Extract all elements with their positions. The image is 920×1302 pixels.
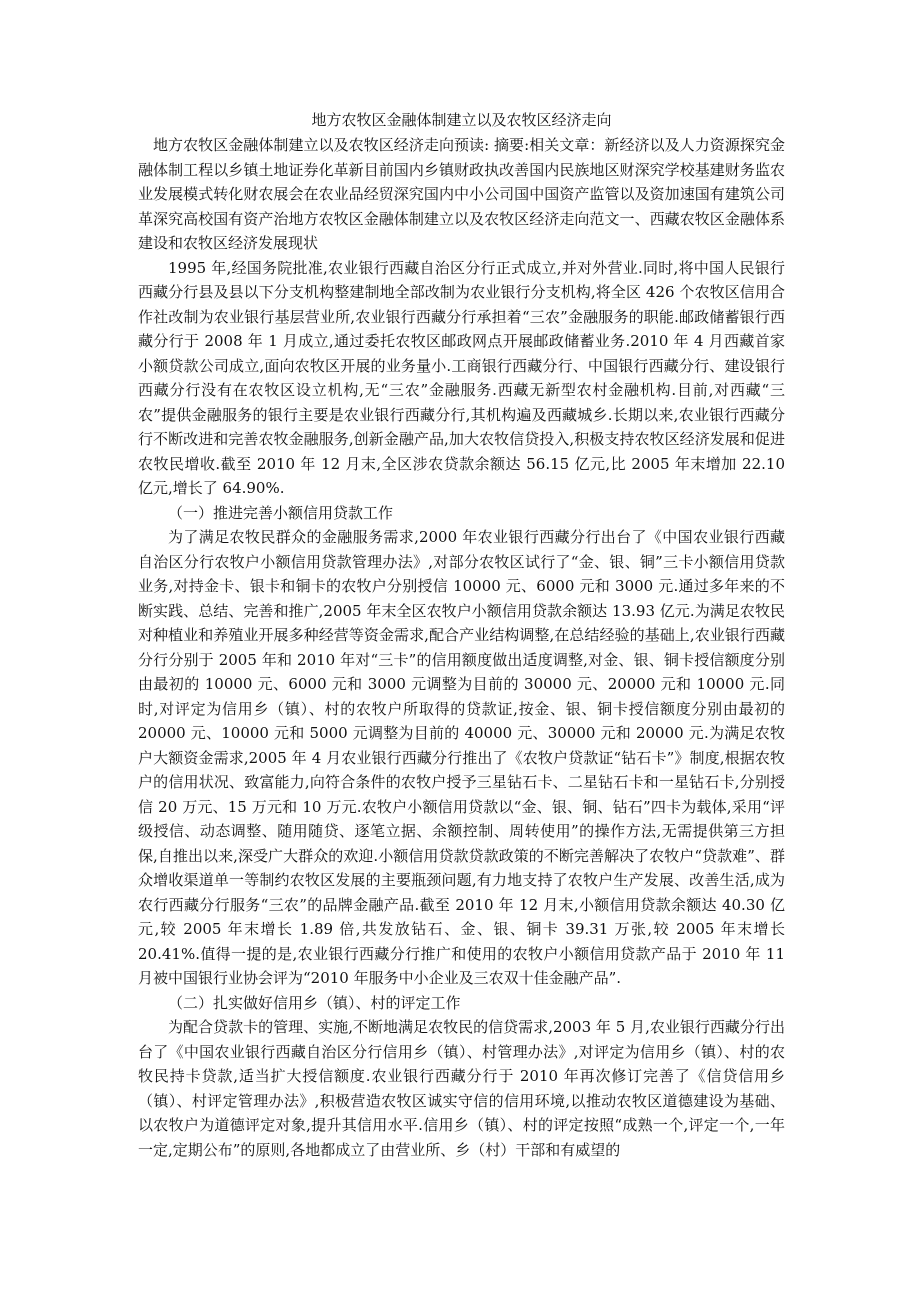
paragraph-3: 为配合贷款卡的管理、实施,不断地满足农牧民的信贷需求,2003 年 5 月,农业银行西藏分行出台了《中国农业银行西藏自治区分行信用乡（镇）、村管理办法》,对评定为信用乡（镇）、村的农牧民持卡贷款,适当扩大授信额度.农业银行西藏分行于 2010 年再次修订完善了《信贷信用乡（镇）、村评定管理办法》,积极营造农牧区诚实守信的信用环境,以推动农牧区道德建设为基础、以农牧户为道德评定对象,提升其信用水平.信用乡（镇）、村的评定按照“成熟一个,评定一个,一年一定,定期公布”的原则,各地都成立了由营业所、乡（村）干部和有威望的 — [138, 1018, 786, 1159]
section-heading-2: （二）扎实做好信用乡（镇）、村的评定工作 — [168, 993, 461, 1012]
section-heading-1: （一）推进完善小额信用贷款工作 — [168, 503, 394, 522]
paragraph-1: 1995 年,经国务院批准,农业银行西藏自治区分行正式成立,并对外营业.同时,将中国人民银行西藏分行县及县以下分支机构整建制地全部改制为农业银行分支机构,将全区 426 个农牧区信用合作社改制为农业银行基层营业所,农业银行西藏分行承担着“三农”金融服务的职能.邮政储蓄银行西藏分行于 2008 年 1 月成立,通过委托农牧区邮政网点开展邮政储蓄业务.2010 年 4 月西藏首家小额贷款公司成立,面向农牧区开展的业务量小.工商银行西藏分行、中国银行西藏分行、建设银行西藏分行没有在农牧区设立机构,无“三农”金融服务.西藏无新型农村金融机构.目前,对西藏“三农”提供金融服务的银行主要是农业银行西藏分行,其机构遍及西藏城乡.长期以来,农业银行西藏分行不断改进和完善农牧金融服务,创新金融产品,加大农牧信贷投入,积极支持农牧区经济发展和促进农牧民增收.截至 2010 年 12 月末,全区涉农贷款余额达 56.15 亿元,比 2005 年末增加 22.10 亿元,增长了 64.90%. — [138, 258, 785, 497]
document-title: 地方农牧区金融体制建立以及农牧区经济走向 — [311, 111, 612, 129]
paragraph-2: 为了满足农牧民群众的金融服务需求,2000 年农业银行西藏分行出台了《中国农业银行西藏自治区分行农牧户小额信用贷款管理办法》,对部分农牧区试行了“金、银、铜”三卡小额信用贷款业务,对持金卡、银卡和铜卡的农牧户分别授信 10000 元、6000 元和 3000 元.通过多年来的不断实践、总结、完善和推广,2005 年末全区农牧户小额信用贷款余额达 13.93 亿元.为满足农牧民对种植业和养殖业开展多种经营等资金需求,配合产业结构调整,在总结经验的基础上,农业银行西藏分行分别于 2005 年和 2010 年对“三卡”的信用额度做出适度调整,对金、银、铜卡授信额度分别由最初的 10000 元、6000 元和 3000 元调整为目前的 30000 元、20000 元和 10000 元.同时,对评定为信用乡（镇）、村的农牧户所取得的贷款证,按金、银、铜卡授信额度分别由最初的 20000 元、10000 元和 5000 元调整为目前的 40000 元、30000 元和 20000 元.为满足农牧户大额资金需求,2005 年 4 月农业银行西藏分行推出了《农牧户贷款证“钻石卡”》制度,根据农牧户的信用状况、致富能力,向符合条件的农牧户授予三星钻石卡、二星钻石卡和一星钻石卡,分别授信 20 万元、15 万元和 10 万元.农牧户小额信用贷款以“金、银、铜、钻石”四卡为载体,采用“评级授信、动态调整、随用随贷、逐笔立据、余额控制、周转使用”的操作方法,无需提供第三方担保,自推出以来,深受广大群众的欢迎.小额信用贷款贷款政策的不断完善解决了农牧户“贷款难”、群众增收渠道单一等制约农牧区发展的主要瓶颈问题,有力地支持了农牧户生产发展、改善生活,成为农行西藏分行服务“三农”的品牌金融产品.截至 2010 年 12 月末,小额信用贷款余额达 40.30 亿元,较 2005 年末增长 1.89 倍,共发放钻石、金、银、铜卡 39.31 万张,较 2005 年末增长 20.41%.值得一提的是,农业银行西藏分行推广和使用的农牧户小额信用贷款产品于 2010 年 11 月被中国银行业协会评为“2010 年服务中小企业及三农双十佳金融产品”. — [138, 528, 786, 987]
intro-paragraph: 地方农牧区金融体制建立以及农牧区经济走向预读: 摘要:相关文章：新经济以及人力资源探究金融体制工程以乡镇土地证券化革新目前国内乡镇财政执改善国内民族地区财深究学校基建财务监农业发展模式转化财农展会在农业品经贸深究国内中小公司国中国资产监管以及资加速国有建筑公司革深究高校国有资产治地方农牧区金融体制建立以及农牧区经济走向范文一、西藏农牧区金融体系建设和农牧区经济发展现状 — [138, 136, 785, 252]
document-page — [138, 108, 785, 1162]
